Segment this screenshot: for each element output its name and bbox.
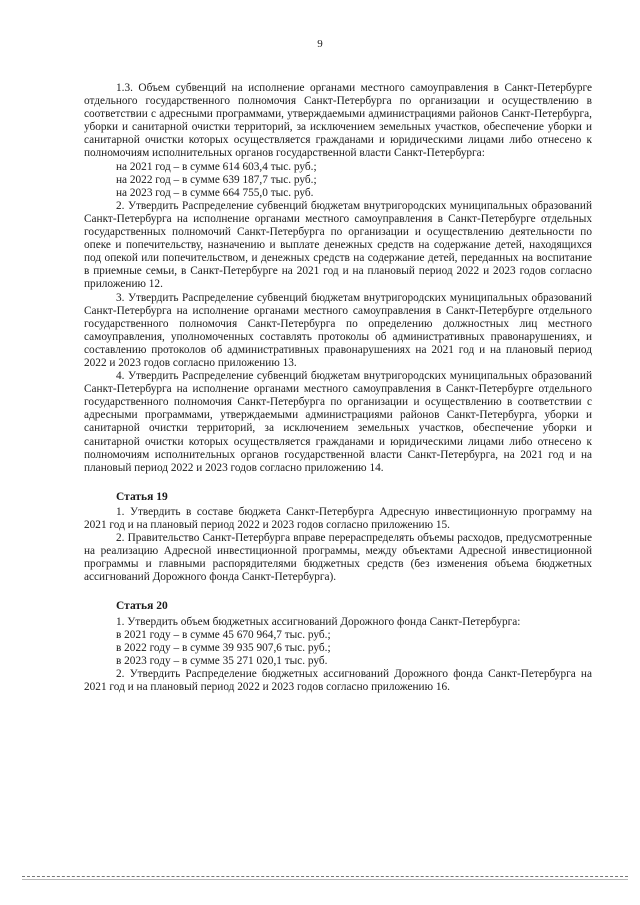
paragraph-3: 3. Утвердить Распределение субвенций бюджетам внутригородских муниципальных образований Санкт-Петербурга на исполнение органами местного самоуправления в Санкт-Петербурге отдельного государственного полномочия Санкт-Петербурга по определению должностных лиц местного самоуправления, уполномоченных составлять протоколы об административных правонарушениях, и составлению протоколов об административных правонарушениях на 2021 год и на плановый период 2022 и 2023 годов согласно приложению 13. xyxy=(84,291,592,369)
amount-2022: на 2022 год – в сумме 639 187,7 тыс. руб.; xyxy=(116,173,317,186)
article-19-heading: Статья 19 xyxy=(116,490,168,503)
paragraph-1-3: 1.3. Объем субвенций на исполнение органами местного самоуправления в Санкт-Петербурге отдельного государственного полномочия Санкт-Петербурга по организации и осуществлению в соответствии с адресными программами, утверждаемыми администрациями районов Санкт-Петербурга, уборки и санитарной очистки территорий, за исключением земельных участков, обеспечение уборки и санитарной очистки которых осуществляется гражданами и юридическими лицами либо отнесено к полномочиям исполнительных органов государственной власти Санкт-Петербурга: xyxy=(84,82,592,160)
scan-artifact-line-lower xyxy=(22,879,628,880)
amount-2021: на 2021 год – в сумме 614 603,4 тыс. руб.; xyxy=(116,160,317,173)
article-20-paragraph-2: 2. Утвердить Распределение бюджетных ассигнований Дорожного фонда Санкт-Петербурга на 2021 год и на плановый период 2022 и 2023 годов согласно приложению 16. xyxy=(84,667,592,694)
article-19-paragraph-2: 2. Правительство Санкт-Петербурга вправе перераспределять объемы расходов, предусмотренные на реализацию Адресной инвестиционной программы, между объектами Адресной инвестиционной программы и главными распорядителями бюджетных средств (без изменения объема бюджетных ассигнований Дорожного фонда Санкт-Петербурга). xyxy=(84,532,592,584)
article-19-paragraph-1: 1. Утвердить в составе бюджета Санкт-Петербурга Адресную инвестиционную программу на 2021 год и на плановый период 2022 и 2023 годов согласно приложению 15. xyxy=(84,505,592,531)
road-fund-amount-2022: в 2022 году – в сумме 39 935 907,6 тыс. руб.; xyxy=(116,641,331,654)
article-20-paragraph-1: 1. Утвердить объем бюджетных ассигнований Дорожного фонда Санкт-Петербурга: xyxy=(116,615,521,628)
article-20-heading: Статья 20 xyxy=(116,600,168,613)
amount-2023: на 2023 год – в сумме 664 755,0 тыс. руб. xyxy=(116,186,314,199)
page-number: 9 xyxy=(317,38,323,50)
scan-artifact-line xyxy=(22,876,628,877)
paragraph-4: 4. Утвердить Распределение субвенций бюджетам внутригородских муниципальных образований Санкт-Петербурга на исполнение органами местного самоуправления в Санкт-Петербурге отдельного государственного полномочия Санкт-Петербурга по организации и осуществлению в соответствии с адресными программами, утверждаемыми администрациями районов Санкт-Петербурга, уборки и санитарной очистки территорий, за исключением земельных участков, обеспечение уборки и санитарной очистки которых осуществляется гражданами и юридическими лицами либо отнесено к полномочиям исполнительных органов государственной власти Санкт-Петербурга, на 2021 год и на плановый период 2022 и 2023 годов согласно приложению 14. xyxy=(84,370,592,474)
road-fund-amount-2023: в 2023 году – в сумме 35 271 020,1 тыс. руб. xyxy=(116,654,328,667)
road-fund-amount-2021: в 2021 году – в сумме 45 670 964,7 тыс. руб.; xyxy=(116,628,331,641)
paragraph-2: 2. Утвердить Распределение субвенций бюджетам внутригородских муниципальных образований Санкт-Петербурга на исполнение органами местного самоуправления в Санкт-Петербурге отдельных государственных полномочий Санкт-Петербурга по организации и осуществлению деятельности по опеке и попечительству, назначению и выплате денежных средств на содержание детей, находящихся под опекой или попечительством, и денежных средств на содержание детей, переданных на воспитание в приемные семьи, в Санкт-Петербурге на 2021 год и на плановый период 2022 и 2023 годов согласно приложению 12. xyxy=(84,199,592,291)
document-body xyxy=(84,82,592,694)
